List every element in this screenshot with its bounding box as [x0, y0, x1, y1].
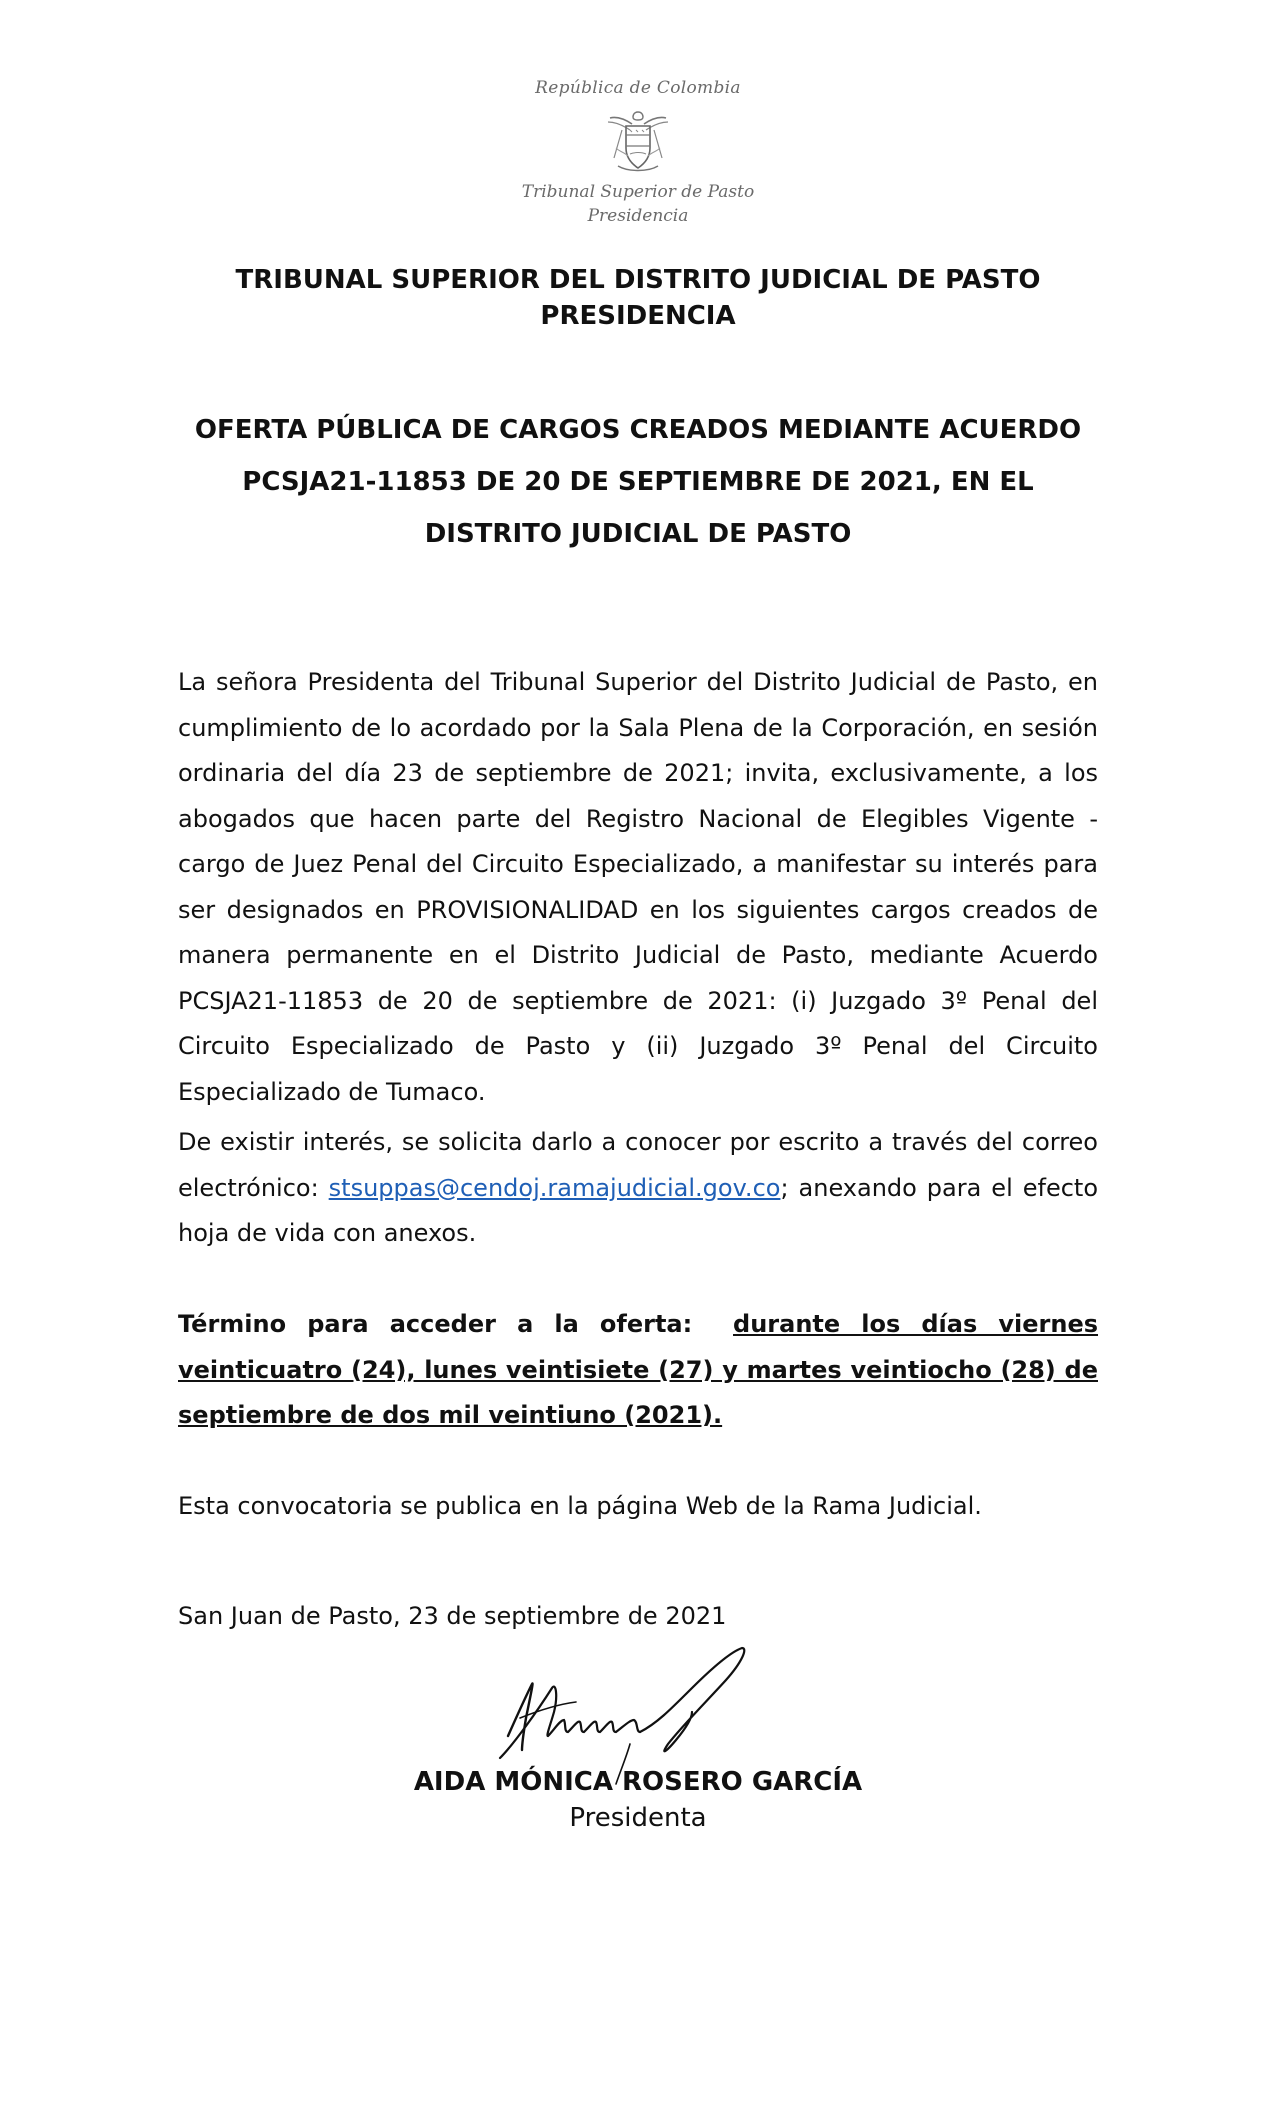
letterhead: [488, 78, 788, 238]
contact-text-before: De existir interés, se solicita darlo a conocer por escrito a través del correo electrónico:: [178, 1128, 1098, 1202]
title-line-3: DISTRITO JUDICIAL DE PASTO: [424, 519, 852, 549]
place-date: San Juan de Pasto, 23 de septiembre de 2021: [178, 1602, 727, 1630]
email-link[interactable]: stsuppas@cendoj.ramajudicial.gov.co: [328, 1173, 781, 1202]
publication-paragraph: Esta convocatoria se publica en la página Web de la Rama Judicial.: [178, 1492, 982, 1520]
term-label: Término para acceder a la oferta:: [178, 1310, 693, 1338]
contact-text-after: ; anexando para el efecto hoja de vida con anexos.: [178, 1173, 1098, 1247]
title-line-2: PCSJA21-11853 DE 20 DE SEPTIEMBRE DE 2021, EN EL: [242, 467, 1034, 497]
heading-line-1: TRIBUNAL SUPERIOR DEL DISTRITO JUDICIAL DE PASTO: [235, 265, 1041, 295]
heading-line-2: PRESIDENCIA: [540, 301, 736, 331]
term-paragraph: [178, 1302, 1098, 1439]
title-line-1: OFERTA PÚBLICA DE CARGOS CREADOS MEDIANTE ACUERDO: [194, 415, 1082, 445]
letterhead-court: Tribunal Superior de Pasto: [521, 182, 755, 202]
term-value: durante los días viernes veinticuatro (24), lunes veintisiete (27) y martes veintiocho (28) de septiembre de dos mil veintiuno (2021).: [178, 1310, 1099, 1429]
signer-title: Presidenta: [569, 1803, 707, 1833]
invitation-paragraph: La señora Presidenta del Tribunal Superior del Distrito Judicial de Pasto, en cumplimiento de lo acordado por la Sala Plena de la Corporación, en sesión ordinaria del día 23 de septiembre de 2021; invita, exclusivamente, a los abogados que hacen parte del Registro Nacional de Elegibles Vigente - cargo de Juez Penal del Circuito Especializado, a manifestar su interés para ser designados en PROVISIONALIDAD en los siguientes cargos creados de manera permanente en el Distrito Judicial de Pasto, mediante Acuerdo PCSJA21-11853 de 20 de septiembre de 2021: (i) Juzgado 3º Penal del Circuito Especializado de Pasto y (ii) Juzgado 3º Penal del Circuito Especializado de Tumaco.: [178, 668, 1098, 1106]
letterhead-office: Presidencia: [587, 206, 689, 226]
coat-of-arms-icon: [602, 108, 674, 176]
document-heading: [150, 262, 1126, 334]
letterhead-country: República de Colombia: [535, 78, 741, 98]
signer-name: AIDA MÓNICA ROSERO GARCÍA: [413, 1767, 863, 1797]
contact-paragraph: [178, 1120, 1098, 1257]
document-title: [150, 404, 1126, 560]
